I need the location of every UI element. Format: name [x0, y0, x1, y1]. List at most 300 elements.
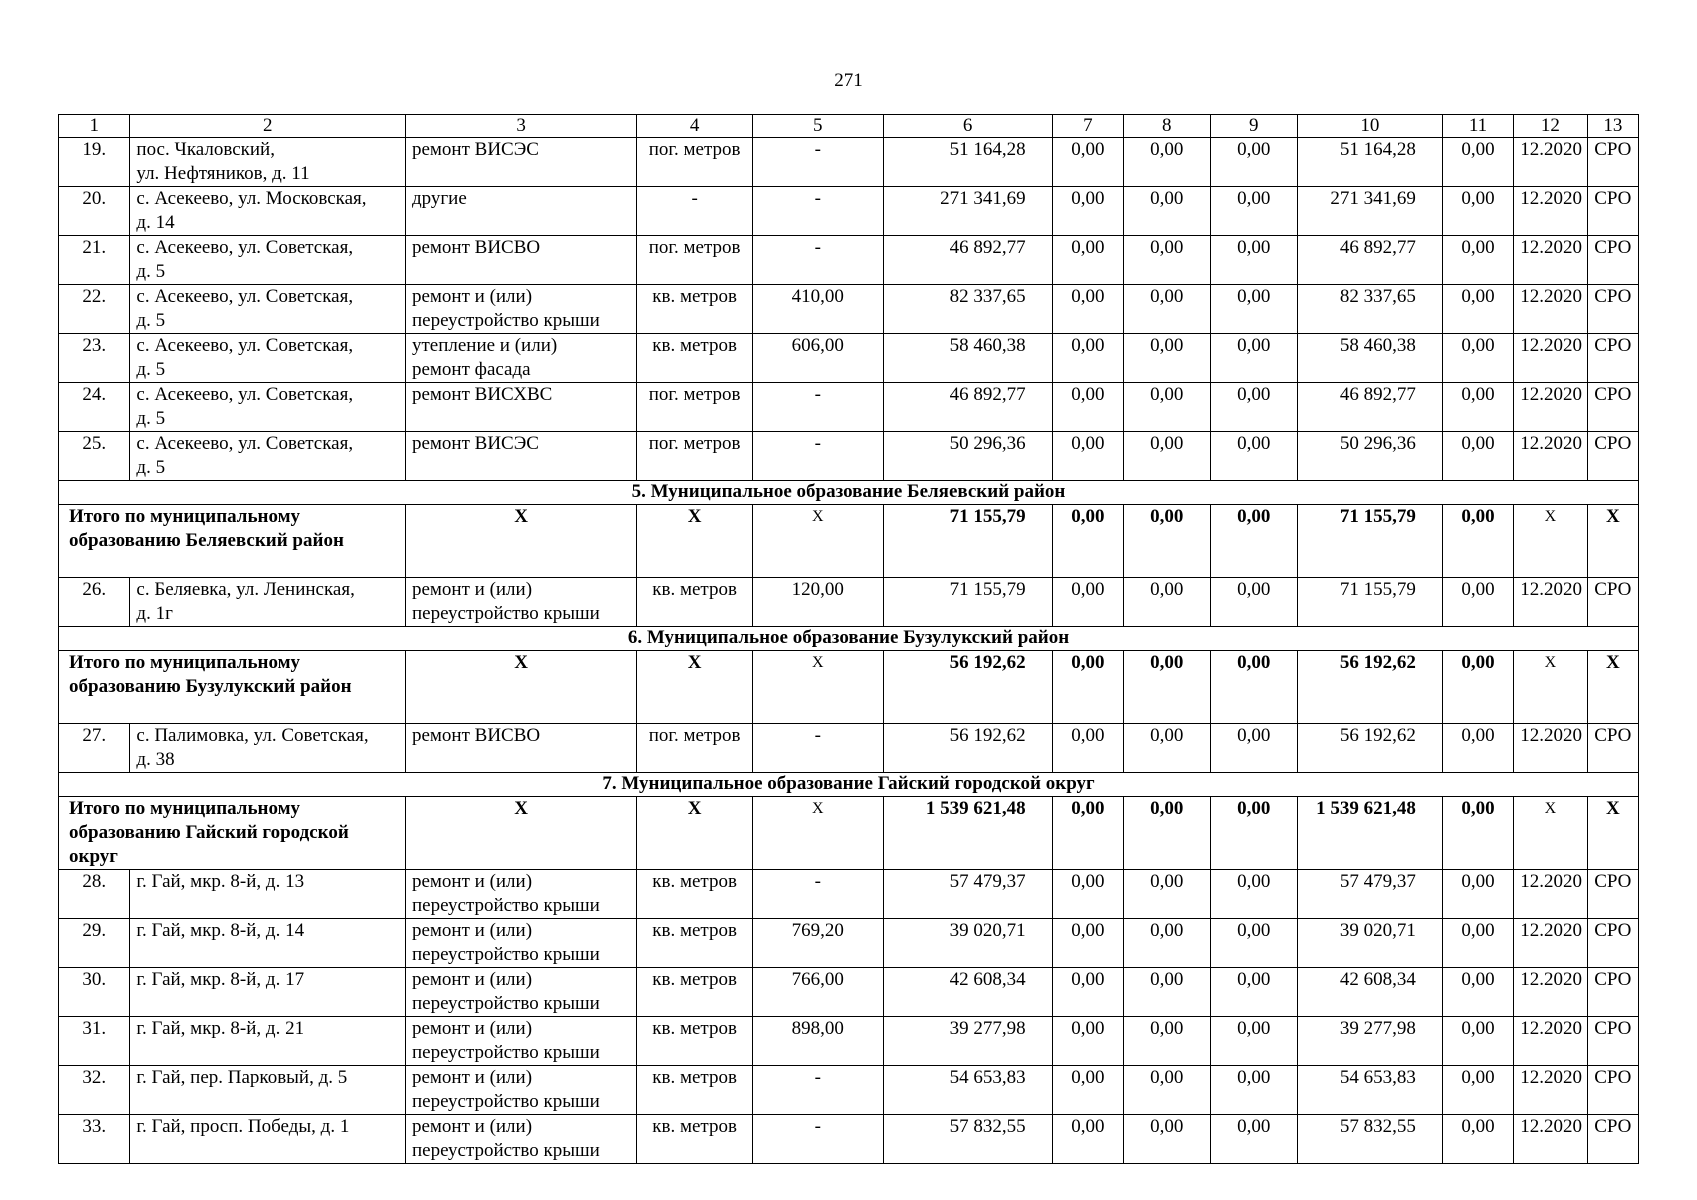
- value-cell: 0,00: [1442, 334, 1513, 383]
- work-type-cell: [405, 383, 636, 432]
- work-type-cell: [405, 870, 636, 919]
- address-cell-line: с. Беляевка, ул. Ленинская,: [136, 579, 355, 600]
- work-type-cell-line: ремонт и (или): [411, 1018, 533, 1039]
- fund-cell: 39 020,71: [1298, 919, 1443, 968]
- work-type-cell-line: ремонт ВИСЭС: [411, 139, 539, 160]
- subtotal-label: [59, 505, 406, 578]
- value-cell: 0,00: [1052, 797, 1123, 870]
- x-mark-cell: X: [1587, 505, 1638, 578]
- row-number-cell: 26.: [59, 578, 130, 627]
- deadline-cell: 12.2020: [1514, 578, 1587, 627]
- value-cell: 0,00: [1124, 724, 1210, 773]
- unit-cell: пог. метров: [637, 432, 753, 481]
- table-row: [59, 968, 1639, 1017]
- value-cell: 0,00: [1124, 870, 1210, 919]
- value-cell: 0,00: [1124, 432, 1210, 481]
- subtotal-label: [59, 651, 406, 724]
- address-cell-line: с. Асекеево, ул. Советская,: [136, 237, 354, 258]
- work-type-cell-line: [412, 456, 630, 480]
- volume-cell: -: [752, 1115, 883, 1164]
- row-number-cell: 19.: [59, 138, 130, 187]
- work-type-cell: [405, 1066, 636, 1115]
- value-cell: 0,00: [1442, 1115, 1513, 1164]
- value-cell: 0,00: [1124, 919, 1210, 968]
- section-title: 6. Муниципальное образование Бузулукский район: [59, 627, 1639, 651]
- header-cell: 12: [1514, 115, 1587, 138]
- executor-cell: СРО: [1587, 968, 1638, 1017]
- cost-cell: 39 020,71: [883, 919, 1052, 968]
- cost-cell: 57 832,55: [883, 1115, 1052, 1164]
- fund-cell: 57 832,55: [1298, 1115, 1443, 1164]
- fund-cell: 46 892,77: [1298, 236, 1443, 285]
- value-cell: 0,00: [1442, 1017, 1513, 1066]
- address-cell: [130, 334, 406, 383]
- address-cell: [130, 236, 406, 285]
- section-heading-row: [59, 773, 1639, 797]
- address-cell-line: г. Гай, мкр. 8-й, д. 21: [136, 1018, 305, 1039]
- value-cell: 0,00: [1052, 651, 1123, 724]
- work-type-cell: [405, 1115, 636, 1164]
- fund-cell: 51 164,28: [1298, 138, 1443, 187]
- value-cell: 0,00: [1210, 334, 1297, 383]
- subtotal-label-line: Итого по муниципальному: [69, 798, 301, 819]
- work-type-cell-line: другие: [411, 188, 467, 209]
- deadline-cell: 12.2020: [1514, 724, 1587, 773]
- address-cell: [130, 724, 406, 773]
- row-number-cell: 31.: [59, 1017, 130, 1066]
- cost-cell: 50 296,36: [883, 432, 1052, 481]
- value-cell: 0,00: [1210, 285, 1297, 334]
- cost-cell: 1 539 621,48: [883, 797, 1052, 870]
- unit-cell: кв. метров: [637, 968, 753, 1017]
- cost-cell: 82 337,65: [883, 285, 1052, 334]
- row-number-cell: 29.: [59, 919, 130, 968]
- deadline-cell: 12.2020: [1514, 138, 1587, 187]
- row-number-cell: 21.: [59, 236, 130, 285]
- executor-cell: СРО: [1587, 383, 1638, 432]
- unit-cell: кв. метров: [637, 285, 753, 334]
- executor-cell: СРО: [1587, 236, 1638, 285]
- work-type-cell: [405, 578, 636, 627]
- subtotal-label-line: Итого по муниципальному: [69, 652, 301, 673]
- value-cell: 0,00: [1124, 968, 1210, 1017]
- value-cell: 0,00: [1210, 870, 1297, 919]
- executor-cell: СРО: [1587, 870, 1638, 919]
- value-cell: 0,00: [1210, 138, 1297, 187]
- executor-cell: СРО: [1587, 1017, 1638, 1066]
- value-cell: 0,00: [1052, 919, 1123, 968]
- value-cell: 0,00: [1052, 968, 1123, 1017]
- value-cell: 0,00: [1442, 383, 1513, 432]
- work-type-cell-line: ремонт и (или): [411, 871, 533, 892]
- address-cell-line: с. Асекеево, ул. Советская,: [136, 433, 354, 454]
- unit-cell: кв. метров: [637, 1115, 753, 1164]
- deadline-cell: 12.2020: [1514, 1066, 1587, 1115]
- value-cell: 0,00: [1442, 578, 1513, 627]
- cost-cell: 54 653,83: [883, 1066, 1052, 1115]
- subtotal-label-line: образованию Бузулукский район: [69, 676, 352, 697]
- work-type-cell-line: ремонт и (или): [411, 1116, 533, 1137]
- address-cell: [130, 870, 406, 919]
- deadline-cell: 12.2020: [1514, 334, 1587, 383]
- executor-cell: СРО: [1587, 724, 1638, 773]
- value-cell: 0,00: [1052, 578, 1123, 627]
- value-cell: 0,00: [1124, 285, 1210, 334]
- header-cell: 7: [1052, 115, 1123, 138]
- fund-cell: 54 653,83: [1298, 1066, 1443, 1115]
- x-mark-cell: X: [1587, 797, 1638, 870]
- deadline-cell: 12.2020: [1514, 968, 1587, 1017]
- volume-cell: 766,00: [752, 968, 883, 1017]
- address-cell-line: д. 14: [136, 212, 175, 233]
- table-row: [59, 383, 1639, 432]
- header-cell: 9: [1210, 115, 1297, 138]
- address-cell: [130, 138, 406, 187]
- x-mark-cell: X: [752, 797, 883, 870]
- address-cell: [130, 968, 406, 1017]
- header-cell: 1: [59, 115, 130, 138]
- address-cell-line: д. 5: [136, 457, 166, 478]
- work-type-cell: [405, 236, 636, 285]
- value-cell: 0,00: [1210, 187, 1297, 236]
- table-row: [59, 138, 1639, 187]
- address-cell: [130, 383, 406, 432]
- address-cell-line: д. 5: [136, 359, 166, 380]
- header-cell: 2: [130, 115, 406, 138]
- work-type-cell: [405, 1017, 636, 1066]
- value-cell: 0,00: [1052, 334, 1123, 383]
- value-cell: 0,00: [1052, 1115, 1123, 1164]
- address-cell-line: г. Гай, мкр. 8-й, д. 13: [136, 871, 305, 892]
- address-cell-line: [136, 1139, 399, 1163]
- cost-cell: 51 164,28: [883, 138, 1052, 187]
- value-cell: 0,00: [1442, 797, 1513, 870]
- row-number-cell: 32.: [59, 1066, 130, 1115]
- value-cell: 0,00: [1052, 1066, 1123, 1115]
- address-cell-line: д. 1г: [136, 603, 173, 624]
- header-cell: 3: [405, 115, 636, 138]
- value-cell: 0,00: [1210, 383, 1297, 432]
- fund-cell: 82 337,65: [1298, 285, 1443, 334]
- address-cell-line: ул. Нефтяников, д. 11: [136, 163, 310, 184]
- subtotal-label-line: округ: [69, 846, 118, 867]
- cost-cell: 71 155,79: [883, 505, 1052, 578]
- work-type-cell: [405, 968, 636, 1017]
- volume-cell: -: [752, 383, 883, 432]
- x-mark-cell: X: [405, 797, 636, 870]
- executor-cell: СРО: [1587, 1066, 1638, 1115]
- x-mark-cell: X: [1587, 651, 1638, 724]
- address-cell: [130, 1066, 406, 1115]
- section-heading-row: [59, 481, 1639, 505]
- row-number-cell: 24.: [59, 383, 130, 432]
- address-cell-line: [136, 1041, 399, 1065]
- value-cell: 0,00: [1052, 870, 1123, 919]
- subtotal-label-line: образованию Гайский городской: [69, 822, 349, 843]
- work-type-cell-line: переустройство крыши: [411, 895, 600, 916]
- unit-cell: кв. метров: [637, 1066, 753, 1115]
- deadline-cell: 12.2020: [1514, 432, 1587, 481]
- subtotal-label: [59, 797, 406, 870]
- fund-cell: 46 892,77: [1298, 383, 1443, 432]
- work-type-cell-line: переустройство крыши: [411, 1140, 600, 1161]
- work-type-cell: [405, 285, 636, 334]
- work-type-cell-line: ремонт ВИСВО: [411, 725, 541, 746]
- work-type-cell-line: [412, 748, 630, 772]
- cost-cell: 271 341,69: [883, 187, 1052, 236]
- address-cell-line: д. 5: [136, 408, 166, 429]
- executor-cell: СРО: [1587, 334, 1638, 383]
- value-cell: 0,00: [1052, 187, 1123, 236]
- value-cell: 0,00: [1442, 285, 1513, 334]
- x-mark-cell: X: [752, 505, 883, 578]
- x-mark-cell: X: [637, 505, 753, 578]
- fund-cell: 58 460,38: [1298, 334, 1443, 383]
- value-cell: 0,00: [1052, 138, 1123, 187]
- x-mark-cell: X: [637, 797, 753, 870]
- value-cell: 0,00: [1210, 1115, 1297, 1164]
- x-mark-cell: X: [1514, 797, 1587, 870]
- header-cell: 6: [883, 115, 1052, 138]
- address-cell-line: г. Гай, мкр. 8-й, д. 17: [136, 969, 305, 990]
- unit-cell: кв. метров: [637, 1017, 753, 1066]
- work-type-cell-line: [412, 162, 630, 186]
- value-cell: 0,00: [1124, 187, 1210, 236]
- cost-cell: 39 277,98: [883, 1017, 1052, 1066]
- value-cell: 0,00: [1124, 651, 1210, 724]
- subtotal-row: [59, 651, 1639, 724]
- row-number-cell: 28.: [59, 870, 130, 919]
- table-row: [59, 1017, 1639, 1066]
- executor-cell: СРО: [1587, 578, 1638, 627]
- value-cell: 0,00: [1442, 505, 1513, 578]
- deadline-cell: 12.2020: [1514, 383, 1587, 432]
- subtotal-label-line: Итого по муниципальному: [69, 506, 301, 527]
- work-type-cell-line: переустройство крыши: [411, 603, 600, 624]
- value-cell: 0,00: [1210, 651, 1297, 724]
- value-cell: 0,00: [1124, 138, 1210, 187]
- volume-cell: -: [752, 724, 883, 773]
- table-row: [59, 1066, 1639, 1115]
- unit-cell: пог. метров: [637, 383, 753, 432]
- work-type-cell-line: переустройство крыши: [411, 1042, 600, 1063]
- table-body: [59, 115, 1639, 1164]
- executor-cell: СРО: [1587, 432, 1638, 481]
- subtotal-row: [59, 797, 1639, 870]
- work-type-cell-line: утепление и (или): [411, 335, 558, 356]
- cost-cell: 57 479,37: [883, 870, 1052, 919]
- executor-cell: СРО: [1587, 285, 1638, 334]
- value-cell: 0,00: [1124, 1115, 1210, 1164]
- volume-cell: -: [752, 432, 883, 481]
- work-type-cell-line: [412, 260, 630, 284]
- address-cell-line: д. 5: [136, 310, 166, 331]
- header-cell: 4: [637, 115, 753, 138]
- x-mark-cell: X: [1514, 505, 1587, 578]
- header-cell: 13: [1587, 115, 1638, 138]
- row-number-cell: 30.: [59, 968, 130, 1017]
- header-cell: 5: [752, 115, 883, 138]
- unit-cell: кв. метров: [637, 919, 753, 968]
- x-mark-cell: X: [405, 505, 636, 578]
- table-row: [59, 578, 1639, 627]
- row-number-cell: 33.: [59, 1115, 130, 1164]
- work-type-cell-line: ремонт и (или): [411, 920, 533, 941]
- fund-cell: 71 155,79: [1298, 578, 1443, 627]
- value-cell: 0,00: [1210, 578, 1297, 627]
- cost-cell: 56 192,62: [883, 724, 1052, 773]
- executor-cell: СРО: [1587, 138, 1638, 187]
- deadline-cell: 12.2020: [1514, 919, 1587, 968]
- address-cell: [130, 1017, 406, 1066]
- table-row: [59, 285, 1639, 334]
- work-type-cell: [405, 724, 636, 773]
- address-cell-line: с. Асекеево, ул. Советская,: [136, 384, 354, 405]
- work-type-cell-line: ремонт и (или): [411, 969, 533, 990]
- address-cell: [130, 187, 406, 236]
- value-cell: 0,00: [1442, 432, 1513, 481]
- work-type-cell: [405, 432, 636, 481]
- value-cell: 0,00: [1210, 724, 1297, 773]
- value-cell: 0,00: [1210, 919, 1297, 968]
- value-cell: 0,00: [1052, 1017, 1123, 1066]
- work-type-cell: [405, 334, 636, 383]
- work-type-cell-line: [412, 211, 630, 235]
- executor-cell: СРО: [1587, 1115, 1638, 1164]
- section-title: 7. Муниципальное образование Гайский городской округ: [59, 773, 1639, 797]
- value-cell: 0,00: [1210, 432, 1297, 481]
- address-cell-line: с. Асекеево, ул. Советская,: [136, 335, 354, 356]
- unit-cell: кв. метров: [637, 334, 753, 383]
- work-type-cell-line: ремонт ВИСХВС: [411, 384, 553, 405]
- address-cell-line: г. Гай, просп. Победы, д. 1: [136, 1116, 350, 1137]
- address-cell-line: с. Палимовка, ул. Советская,: [136, 725, 369, 746]
- work-type-cell-line: переустройство крыши: [411, 310, 600, 331]
- address-cell-line: д. 38: [136, 749, 175, 770]
- work-type-cell-line: ремонт и (или): [411, 579, 533, 600]
- header-cell: 11: [1442, 115, 1513, 138]
- table-row: [59, 236, 1639, 285]
- cost-cell: 71 155,79: [883, 578, 1052, 627]
- fund-cell: 56 192,62: [1298, 724, 1443, 773]
- work-type-cell-line: [412, 407, 630, 431]
- value-cell: 0,00: [1052, 505, 1123, 578]
- value-cell: 0,00: [1124, 578, 1210, 627]
- value-cell: 0,00: [1124, 383, 1210, 432]
- value-cell: 0,00: [1210, 1017, 1297, 1066]
- work-type-cell-line: ремонт и (или): [411, 286, 533, 307]
- x-mark-cell: X: [752, 651, 883, 724]
- address-cell-line: [136, 943, 399, 967]
- address-cell: [130, 919, 406, 968]
- value-cell: 0,00: [1052, 285, 1123, 334]
- value-cell: 0,00: [1052, 236, 1123, 285]
- table-row: [59, 432, 1639, 481]
- volume-cell: -: [752, 236, 883, 285]
- value-cell: 0,00: [1052, 432, 1123, 481]
- value-cell: 0,00: [1442, 968, 1513, 1017]
- section-title: 5. Муниципальное образование Беляевский район: [59, 481, 1639, 505]
- unit-cell: кв. метров: [637, 578, 753, 627]
- deadline-cell: 12.2020: [1514, 236, 1587, 285]
- value-cell: 0,00: [1210, 797, 1297, 870]
- table-row: [59, 334, 1639, 383]
- x-mark-cell: X: [1514, 651, 1587, 724]
- value-cell: 0,00: [1442, 870, 1513, 919]
- work-type-cell-line: ремонт ВИСЭС: [411, 433, 539, 454]
- section-heading-row: [59, 627, 1639, 651]
- subtotal-row: [59, 505, 1639, 578]
- address-cell: [130, 578, 406, 627]
- row-number-cell: 22.: [59, 285, 130, 334]
- executor-cell: СРО: [1587, 187, 1638, 236]
- value-cell: 0,00: [1124, 1017, 1210, 1066]
- work-type-cell-line: ремонт и (или): [411, 1067, 533, 1088]
- volume-cell: 606,00: [752, 334, 883, 383]
- subtotal-label-line: [69, 553, 399, 577]
- value-cell: 0,00: [1210, 1066, 1297, 1115]
- value-cell: 0,00: [1124, 505, 1210, 578]
- value-cell: 0,00: [1210, 968, 1297, 1017]
- volume-cell: 769,20: [752, 919, 883, 968]
- deadline-cell: 12.2020: [1514, 1017, 1587, 1066]
- value-cell: 0,00: [1052, 724, 1123, 773]
- unit-cell: пог. метров: [637, 236, 753, 285]
- volume-cell: 898,00: [752, 1017, 883, 1066]
- x-mark-cell: X: [637, 651, 753, 724]
- deadline-cell: 12.2020: [1514, 285, 1587, 334]
- address-cell: [130, 1115, 406, 1164]
- table-row: [59, 187, 1639, 236]
- work-type-cell-line: переустройство крыши: [411, 944, 600, 965]
- value-cell: 0,00: [1442, 919, 1513, 968]
- value-cell: 0,00: [1442, 1066, 1513, 1115]
- fund-cell: 271 341,69: [1298, 187, 1443, 236]
- cost-cell: 46 892,77: [883, 236, 1052, 285]
- value-cell: 0,00: [1210, 236, 1297, 285]
- subtotal-label-line: образованию Беляевский район: [69, 530, 344, 551]
- work-type-cell-line: ремонт ВИСВО: [411, 237, 541, 258]
- value-cell: 0,00: [1442, 724, 1513, 773]
- fund-cell: 71 155,79: [1298, 505, 1443, 578]
- deadline-cell: 12.2020: [1514, 870, 1587, 919]
- table-row: [59, 870, 1639, 919]
- fund-cell: 57 479,37: [1298, 870, 1443, 919]
- executor-cell: СРО: [1587, 919, 1638, 968]
- subtotal-label-line: [69, 699, 399, 723]
- address-cell-line: [136, 1090, 399, 1114]
- value-cell: 0,00: [1442, 651, 1513, 724]
- volume-cell: -: [752, 1066, 883, 1115]
- value-cell: 0,00: [1052, 383, 1123, 432]
- work-type-cell: [405, 138, 636, 187]
- row-number-cell: 23.: [59, 334, 130, 383]
- value-cell: 0,00: [1210, 505, 1297, 578]
- header-cell: 10: [1298, 115, 1443, 138]
- cost-cell: 58 460,38: [883, 334, 1052, 383]
- address-cell-line: [136, 992, 399, 1016]
- volume-cell: -: [752, 138, 883, 187]
- row-number-cell: 20.: [59, 187, 130, 236]
- address-cell: [130, 432, 406, 481]
- address-cell-line: с. Асекеево, ул. Советская,: [136, 286, 354, 307]
- page-number: 271: [834, 70, 863, 91]
- cost-cell: 42 608,34: [883, 968, 1052, 1017]
- address-cell: [130, 285, 406, 334]
- fund-cell: 50 296,36: [1298, 432, 1443, 481]
- table-row: [59, 1115, 1639, 1164]
- address-cell-line: д. 5: [136, 261, 166, 282]
